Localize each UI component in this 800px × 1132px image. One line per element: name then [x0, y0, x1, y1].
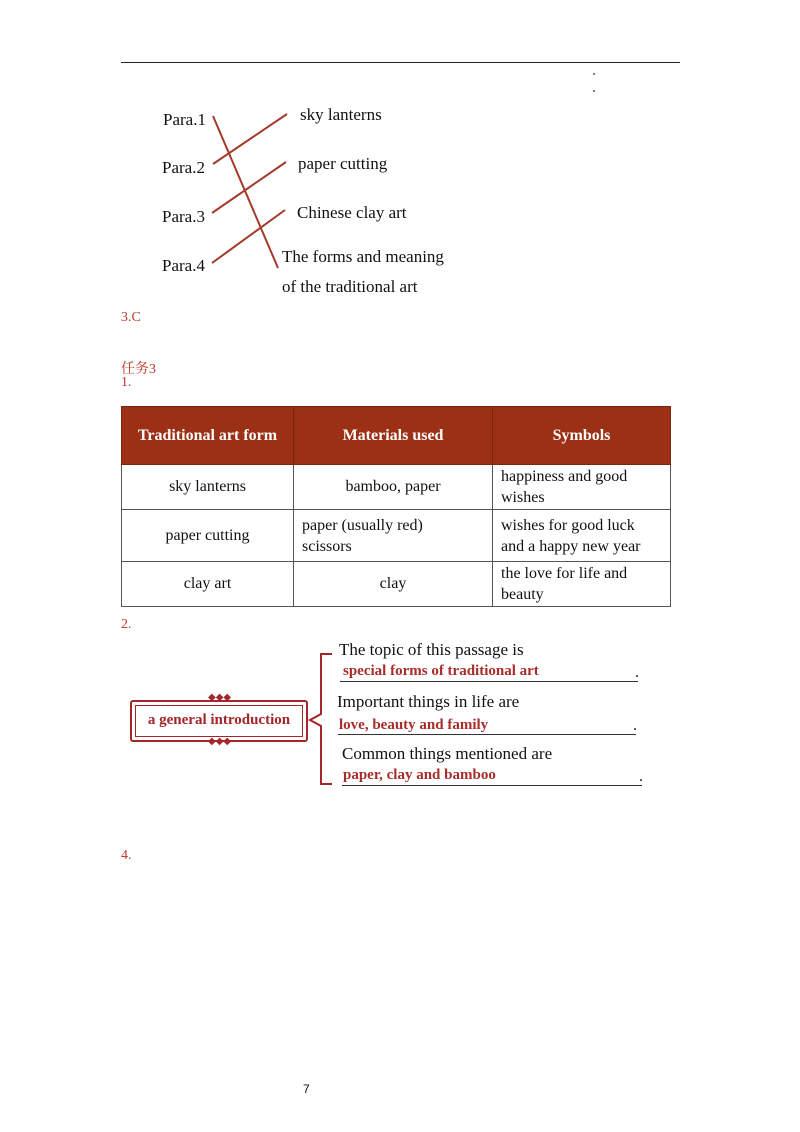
ornament-bottom: ◆◆◆ [208, 736, 232, 747]
bracket [306, 648, 338, 790]
table-row [122, 562, 671, 607]
match-line-para4 [212, 210, 285, 263]
task3-item-4: 4. [121, 848, 132, 863]
task3-item-2: 2. [121, 617, 132, 632]
match-answer-sky-lanterns: sky lanterns [300, 105, 382, 124]
diagram-question-important: Important things in life are [337, 692, 520, 711]
table-cell-materials [294, 510, 493, 562]
symbols-line: wishes for good luck [501, 516, 635, 534]
period: . [639, 768, 643, 785]
answer-underline [338, 734, 636, 735]
match-line-para2 [213, 114, 287, 164]
table-cell-form: paper cutting [122, 510, 294, 562]
table-row [122, 510, 671, 562]
match-line-para1 [213, 116, 278, 268]
diagram-question-common: Common things mentioned are [342, 744, 553, 763]
match-answer-forms-meaning-line2: of the traditional art [282, 277, 418, 296]
symbols-line: beauty [501, 586, 544, 603]
table-header-form: Traditional art form [122, 407, 294, 465]
task3-item-1: 1. [121, 375, 132, 390]
materials-line: scissors [302, 537, 352, 555]
para-label-3: Para.3 [162, 207, 205, 226]
symbols-line: happiness and good [501, 468, 628, 485]
table-cell-form: sky lanterns [122, 465, 294, 510]
table-cell-symbols [493, 562, 671, 607]
symbols-line: the love for life and [501, 565, 628, 582]
match-answer-clay-art: Chinese clay art [297, 203, 407, 222]
para-label-2: Para.2 [162, 158, 205, 177]
para-label-4: Para.4 [162, 256, 205, 275]
diagram-answer-important: love, beauty and family [339, 717, 489, 733]
materials-line: bamboo, paper [345, 478, 441, 495]
table-header-symbols: Symbols [493, 407, 671, 465]
answer-underline [340, 681, 638, 682]
task3-heading: 任务3 [121, 362, 156, 377]
table-header-materials: Materials used [294, 407, 493, 465]
match-line-para3 [212, 162, 286, 213]
answer-underline [342, 785, 642, 786]
ornament-top: ◆◆◆ [208, 692, 232, 703]
answer-3: 3.C [121, 310, 141, 325]
period: . [635, 664, 639, 681]
diagram-answer-topic: special forms of traditional art [343, 663, 539, 679]
table-cell-materials [294, 465, 493, 510]
table-header-row [122, 407, 671, 465]
symbols-line: and a happy new year [501, 537, 641, 555]
diagram-question-topic: The topic of this passage is [339, 640, 524, 659]
match-answer-forms-meaning: The forms and meaning [282, 247, 444, 266]
intro-label: a general introduction [147, 712, 291, 728]
para-label-1: Para.1 [163, 110, 206, 129]
table-cell-symbols [493, 465, 671, 510]
symbols-line: wishes [501, 489, 545, 506]
period: . [633, 717, 637, 734]
match-answer-paper-cutting: paper cutting [298, 154, 388, 173]
table-row [122, 465, 671, 510]
table-cell-materials [294, 562, 493, 607]
materials-line: clay [379, 575, 407, 592]
table-cell-symbols [493, 510, 671, 562]
page-number: 7 [303, 1082, 310, 1096]
art-forms-table [121, 406, 671, 607]
table-cell-form: clay art [122, 562, 294, 607]
diagram-answer-common: paper, clay and bamboo [343, 767, 496, 783]
matching-lines [0, 0, 800, 320]
materials-line: paper (usually red) [302, 516, 423, 534]
